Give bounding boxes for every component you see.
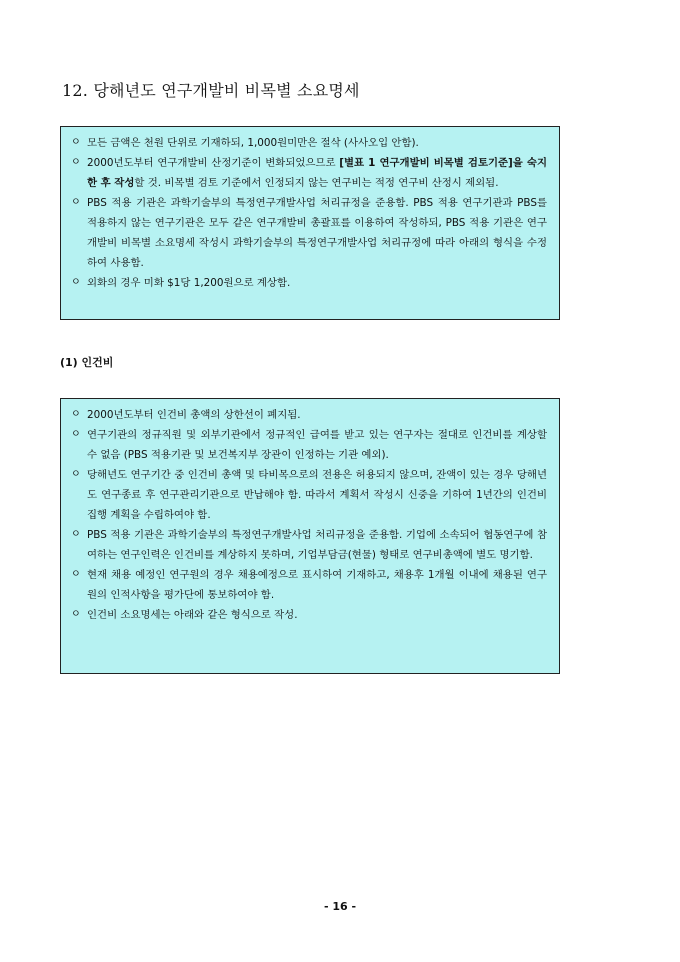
note-text: PBS 적용 기관은 과학기술부의 특정연구개발사업 처리규정을 준용함. PBS 적용 연구기관과 PBS를 적용하지 않는 연구기관은 모두 같은 연구개발비 총괄표를 이용하여 작성하되, PBS 적용 기관은 연구개발비 비목별 소요명세 작성시 과학기술부의 특정연구개발사업 처리규정에 따라 아래의 형식을 수정하여 사용함.: [87, 197, 547, 269]
notes-box-general: [60, 126, 560, 320]
bullet-icon: ㅇ: [71, 609, 81, 620]
bullet-icon: ㅇ: [71, 469, 81, 480]
note-item: [71, 153, 547, 193]
page-number: - 16 -: [323, 900, 357, 913]
note-item: [71, 133, 547, 153]
note-text: 당해년도 연구기간 중 인건비 총액 및 타비목으로의 전용은 허용되지 않으며, 잔액이 있는 경우 당해년도 연구종료 후 연구관리기관으로 반납해야 함. 따라서 계획서 작성시 신중을 기하여 1년간의 인건비 집행 계획을 수립하여야 함.: [87, 469, 547, 521]
bullet-icon: ㅇ: [71, 157, 81, 168]
note-text: 모든 금액은 천원 단위로 기재하되, 1,000원미만은 절삭 (사사오입 안함).: [87, 137, 419, 149]
note-emphasis: [별표 1 연구개발비 비목별 검토기준]을 숙지한 후 작성: [87, 157, 547, 189]
section-title: 12. 당해년도 연구개발비 비목별 소요명세: [62, 81, 360, 100]
bullet-icon: ㅇ: [71, 569, 81, 580]
note-item: [71, 273, 547, 293]
note-text: 2000년도부터 인건비 총액의 상한선이 폐지됨.: [87, 409, 301, 421]
bullet-icon: ㅇ: [71, 529, 81, 540]
note-text: 인건비 소요명세는 아래와 같은 형식으로 작성.: [87, 609, 298, 621]
note-text: 외화의 경우 미화 $1당 1,200원으로 계상함.: [87, 277, 291, 289]
note-text: 2000년도부터 연구개발비 산정기준이 변화되었으므로: [87, 157, 340, 169]
bullet-icon: ㅇ: [71, 277, 81, 288]
note-item: [71, 565, 547, 605]
note-item: [71, 405, 547, 425]
note-text: PBS 적용 기관은 과학기술부의 특정연구개발사업 처리규정을 준용함. 기업에 소속되어 협동연구에 참여하는 연구인력은 인건비를 계상하지 못하며, 기업부담금(현물) 형태로 연구비총액에 별도 명기함.: [87, 529, 547, 561]
bullet-icon: ㅇ: [71, 409, 81, 420]
bullet-icon: ㅇ: [71, 137, 81, 148]
notes-box-personnel: [60, 398, 560, 674]
subsection-title: (1) 인건비: [60, 356, 114, 369]
note-item: [71, 193, 547, 273]
note-item: [71, 605, 547, 625]
note-text: 연구기관의 정규직원 및 외부기관에서 정규적인 급여를 받고 있는 연구자는 절대로 인건비를 계상할 수 없음 (PBS 적용기관 및 보건복지부 장관이 인정하는 기관 예외).: [87, 429, 547, 461]
note-item: [71, 425, 547, 465]
note-text: 현재 채용 예정인 연구원의 경우 채용예정으로 표시하여 기재하고, 채용후 1개월 이내에 채용된 연구원의 인적사항을 평가단에 통보하여야 함.: [87, 569, 547, 601]
bullet-icon: ㅇ: [71, 197, 81, 208]
bullet-icon: ㅇ: [71, 429, 81, 440]
note-item: [71, 465, 547, 525]
note-text: 할 것. 비목별 검토 기준에서 인정되지 않는 연구비는 적정 연구비 산정시 제외됨.: [134, 177, 499, 189]
note-item: [71, 525, 547, 565]
